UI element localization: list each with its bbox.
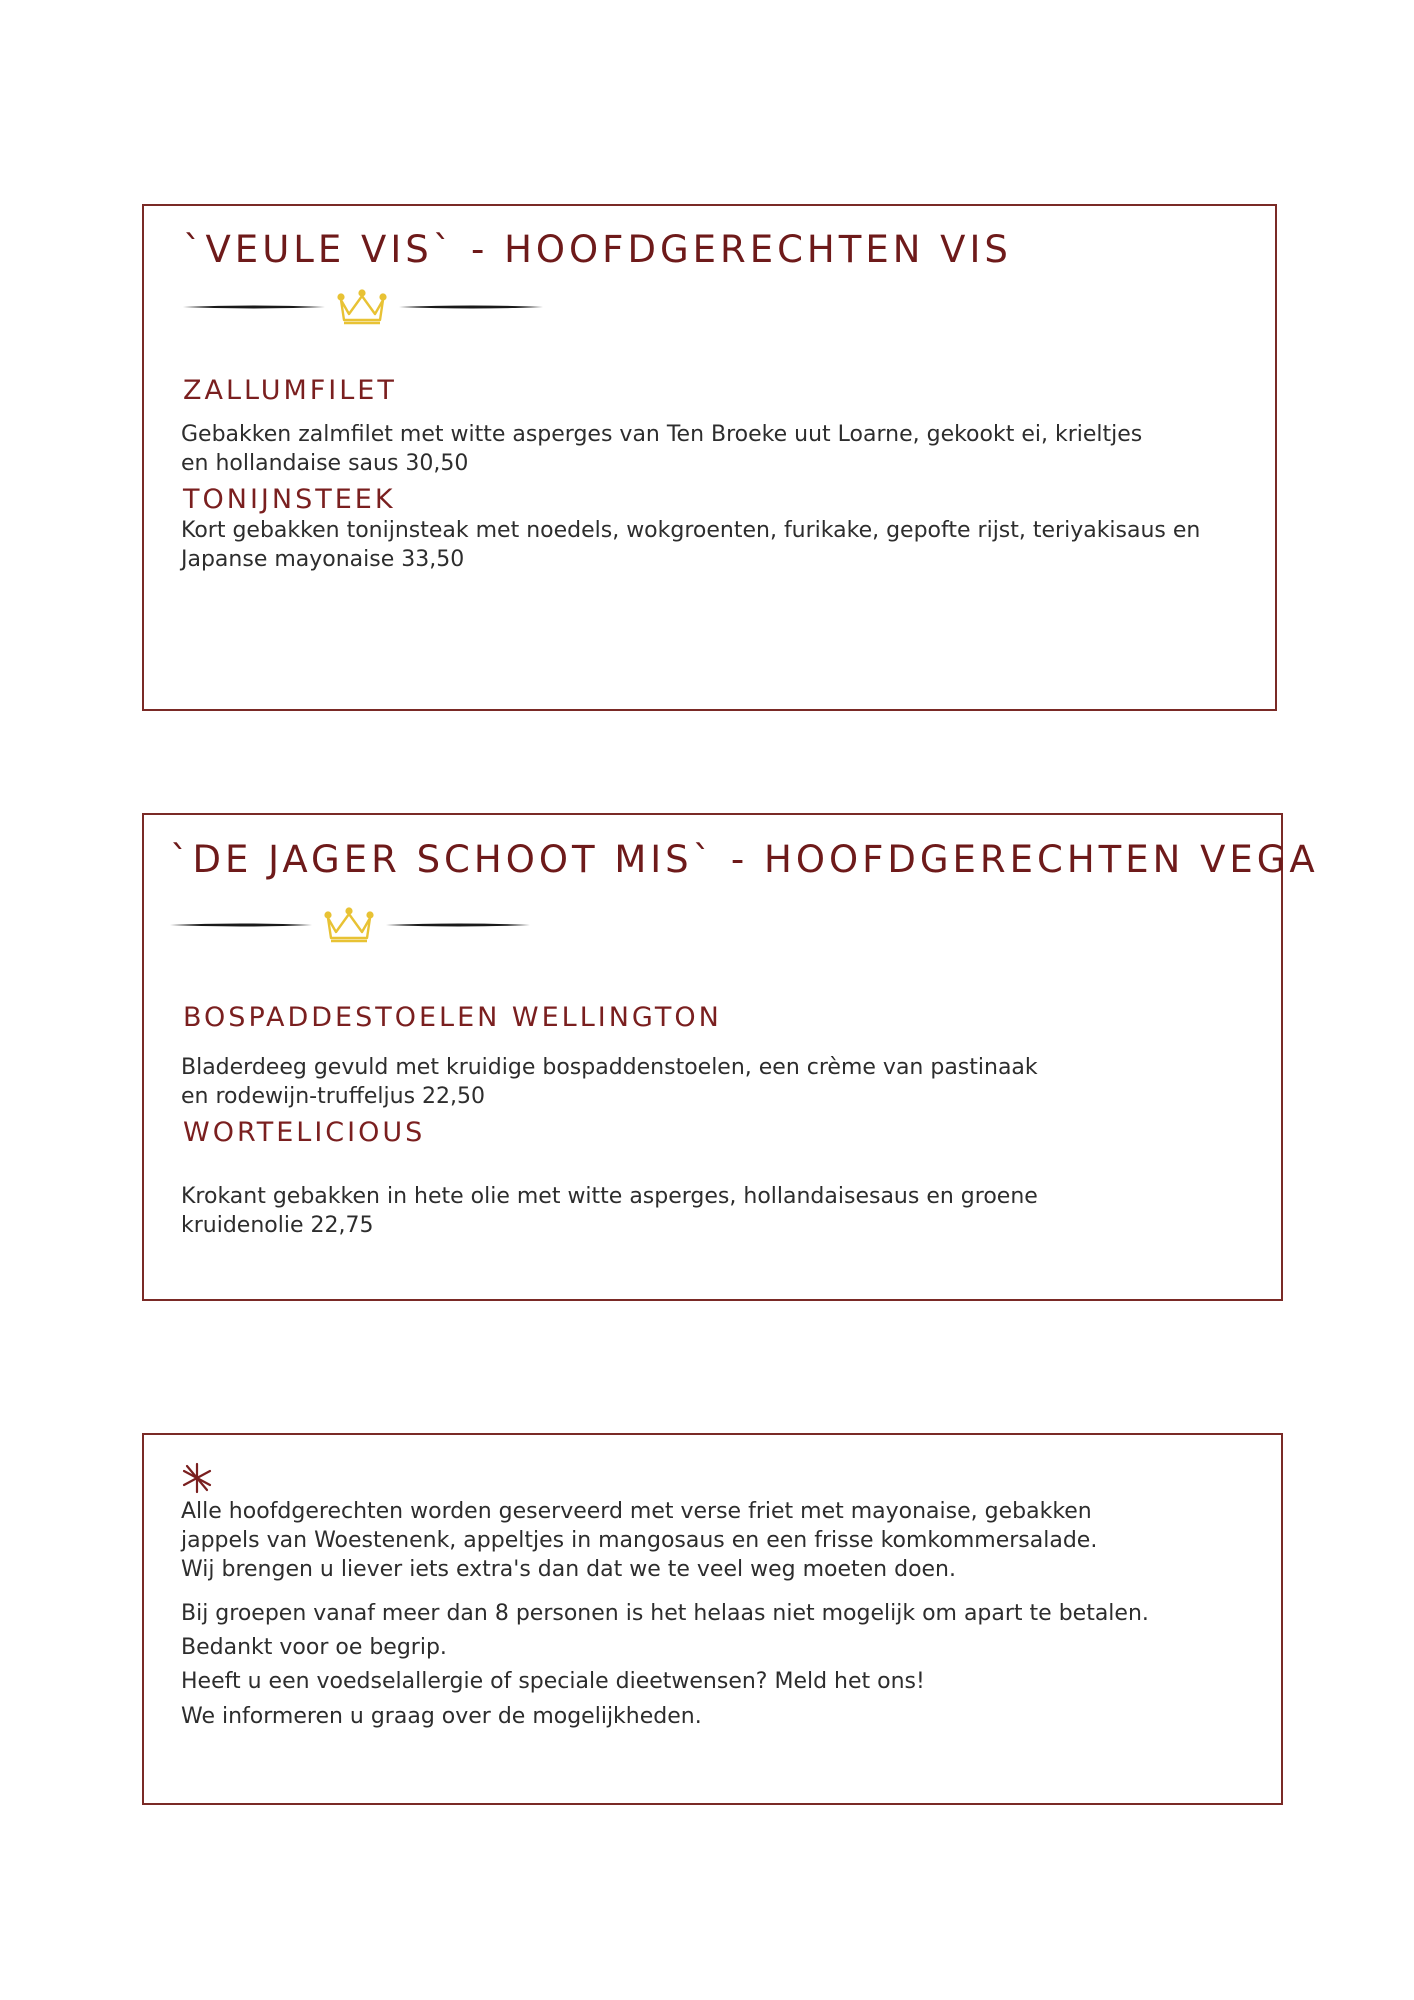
note-line: We informeren u graag over de mogelijkheden. [181, 1704, 702, 1729]
asterisk-icon [180, 1461, 214, 1495]
crown-icon [339, 291, 386, 323]
dish-name: BOSPADDESTOELEN WELLINGTON [183, 1002, 722, 1033]
note-line: Heeft u een voedselallergie of speciale dieetwensen? Meld het ons! [181, 1669, 925, 1694]
fish-section-title: `VEULE VIS` - HOOFDGERECHTEN VIS [183, 228, 1012, 271]
dish-description: Bladerdeeg gevuld met kruidige bospaddenstoelen, een crème van pastinaak en rodewijn-truffeljus 22,50 [181, 1055, 1038, 1109]
vega-section-title: `DE JAGER SCHOOT MIS` - HOOFDGERECHTEN VEGA [170, 838, 1319, 881]
fish-section-divider [183, 282, 543, 332]
dish-description: Kort gebakken tonijnsteak met noedels, wokgroenten, furikake, gepofte rijst, teriyakisaus en Japanse mayonaise 33,50 [181, 518, 1201, 572]
dish-description: Krokant gebakken in hete olie met witte asperges, hollandaisesaus en groene kruidenolie 22,75 [181, 1184, 1038, 1238]
vega-section-divider [170, 900, 530, 950]
crown-icon [326, 909, 373, 941]
note-line: Bedankt voor oe begrip. [181, 1635, 447, 1660]
note-line: Bij groepen vanaf meer dan 8 personen is het helaas niet mogelijk om apart te betalen. [181, 1601, 1149, 1626]
dish-description: Gebakken zalmfilet met witte asperges van Ten Broeke uut Loarne, gekookt ei, krieltjes en hollandaise saus 30,50 [181, 422, 1143, 476]
serving-note: Alle hoofdgerechten worden geserveerd met verse friet met mayonaise, gebakken jappels van Woestenenk, appeltjes in mangosaus en een frisse komkommersalade. Wij brengen u liever iets extra's dan dat we te veel weg moeten doen. [181, 1499, 1098, 1582]
dish-name: TONIJNSTEEK [183, 484, 396, 515]
dish-name: ZALLUMFILET [183, 375, 397, 406]
dish-name: WORTELICIOUS [183, 1117, 426, 1148]
